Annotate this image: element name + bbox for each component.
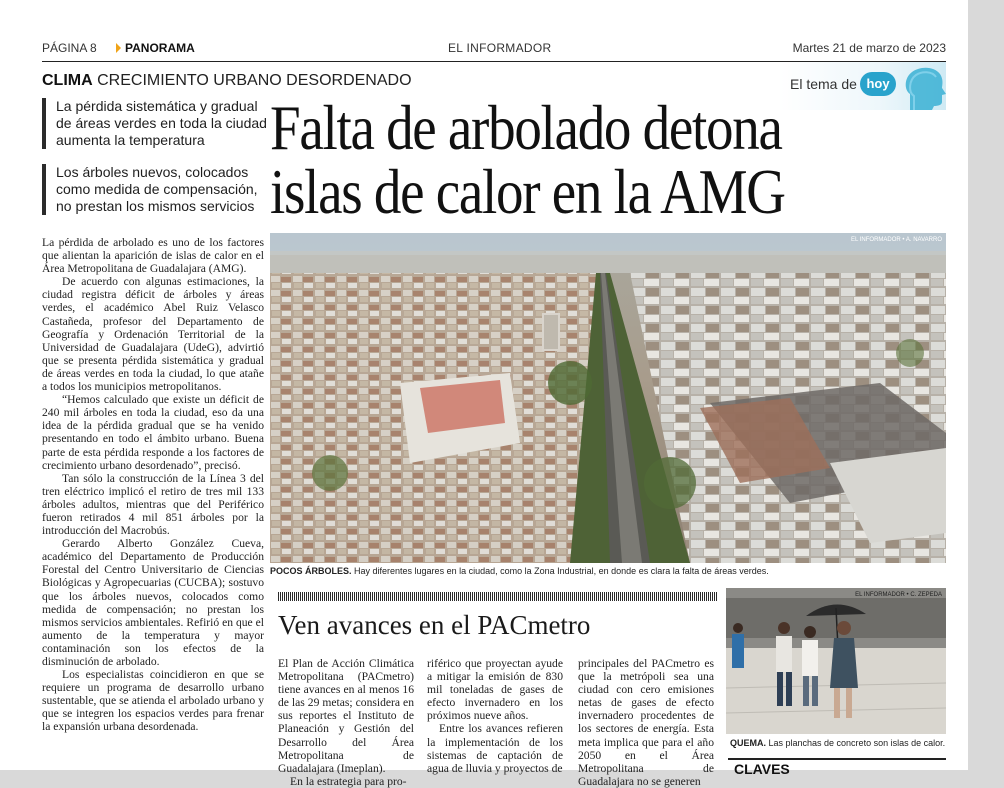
kicker-strong: CLIMA [42, 72, 93, 89]
story2-divider [278, 592, 718, 601]
body-paragraph: Tan sólo la construcción de la Línea 3 del tren eléctrico implicó el retiro de tres mil 133 árboles adultos, mientras que del Periférico fueron retirados 4 mil 851 árboles por la introducción del Macrobús. [42, 471, 264, 538]
body-paragraph: De acuerdo con algunas estimaciones, la ciudad registra déficit de árboles y áreas verdes, el académico Abel Ruiz Velasco Castañeda, profesor del Departamento de Geografía y Ordenación Territorial de la Universidad de Guadalajara (UdeG), advirtió que se presenta pérdida sistemática y gradual de áreas verdes en toda la ciudad, lo que atañe a todos los municipios metropolitanos. [42, 275, 264, 394]
story2-column-3 [578, 657, 714, 788]
page-header [42, 41, 946, 59]
section-name: PANORAMA [125, 41, 195, 55]
story2-column-1 [278, 657, 414, 788]
body-paragraph: “Hemos calculado que existe un déficit de 240 mil árboles en toda la ciudad, eso da una idea de la pérdida gradual que se ha venido presentando en todo el ámbito urbano. Buena parte de esta pérdida responde a los factores de crecimiento urbano desordenado”, precisó. [42, 393, 264, 472]
kicker-text: CRECIMIENTO URBANO DESORDENADO [97, 72, 412, 89]
publication-name: EL INFORMADOR [448, 41, 552, 55]
body-paragraph: Los especialistas coincidieron en que se requiere un programa de desarrollo urbano sustentable, que se atienda el arbolado urbano y que se integren los espacios verdes para frenar la expansión urbana desordenada. [42, 668, 264, 734]
headline [270, 92, 855, 227]
aerial-city-photo [270, 233, 946, 563]
aerial-city-illustration [270, 233, 946, 563]
headline-line-2: islas de calor en la AMG [270, 156, 785, 227]
story2-paragraph: riférico que proyectan ayude a mitigar la emisión de 830 mil toneladas de gases de efecto invernadero en los próximos nueve años. [427, 657, 563, 723]
section-marker-icon [116, 43, 121, 53]
story2-paragraph: El Plan de Acción Climática Metropolitana (PACmetro) tiene avances en al menos 16 de las 29 metas; considera en sus reportes el Instituto de Planeación y Gestión del Desarrollo del Área Metropolitana de Guadalajara (Imeplan). [278, 657, 414, 775]
story2-paragraph: En la estrategia para pro- [290, 774, 407, 788]
body-paragraph: Gerardo Alberto González Cueva, académico del Departamento de Producción Forestal del Centro Universitario de Ciencias Biológicas y Agropecuarias (CUCBA); sostuvo que los árboles nuevos, colocados como medida de compensación; no prestan los mismos servicios ambientales. Refirió en que el aumento de la temperatura y mayor contaminación son los efectos de la disminución de arbolado. [42, 537, 264, 668]
photo2-caption-label: QUEMA. [730, 738, 766, 748]
page-number: PÁGINA 8 [42, 41, 97, 55]
photo2-caption-text: Las planchas de concreto son islas de calor. [766, 738, 946, 748]
story2-paragraph: principales del PACmetro es que la metrópoli sea una ciudad con cero emisiones netas de gases de efecto invernadero procedentes de los sectores de energía. Esta meta implica que para el año 2050 en el Área Metropolitana de Guadalajara no se generen [578, 657, 714, 788]
photo1-caption [270, 566, 946, 576]
photo1-caption-text: Hay diferentes lugares en la ciudad, como la Zona Industrial, en donde es clara la falta de áreas verdes. [351, 566, 769, 576]
tema-prefix: El tema de [790, 76, 857, 92]
headline-line-1: Falta de arbolado detona [270, 92, 782, 163]
claves-rule [728, 758, 946, 760]
photo1-credit: EL INFORMADOR • A. NAVARRO [850, 237, 942, 243]
photo2-credit: EL INFORMADOR • C. ZEPEDA [855, 592, 942, 598]
section-kicker [42, 72, 412, 90]
head-profile-icon [902, 64, 946, 110]
pedestrians-photo [726, 588, 946, 734]
photo1-caption-label: POCOS ÁRBOLES. [270, 566, 352, 576]
story2-title: Ven avances en el PACmetro [278, 610, 591, 640]
deck-summary-2: Los árboles nuevos, colocados como medida de compensación, no prestan los mismos servicios [42, 164, 268, 215]
pedestrians-illustration [726, 588, 946, 734]
claves-heading: CLAVES [734, 761, 790, 777]
story2-paragraph: Entre los avances refieren la implementación de los sistemas de captación de agua de lluvia y proyectos de [427, 722, 563, 775]
body-paragraph: La pérdida de arbolado es uno de los factores que alientan la aparición de islas de calor en el Área Metropolitana de Guadalajara (AMG). [42, 236, 264, 276]
hoy-pill: hoy [860, 72, 896, 96]
story2-column-2 [427, 657, 563, 775]
issue-date: Martes 21 de marzo de 2023 [792, 41, 946, 55]
deck-summary-1: La pérdida sistemática y gradual de áreas verdes en toda la ciudad aumenta la temperatura [42, 98, 268, 149]
main-story-body [42, 236, 264, 734]
photo2-caption [730, 738, 946, 748]
